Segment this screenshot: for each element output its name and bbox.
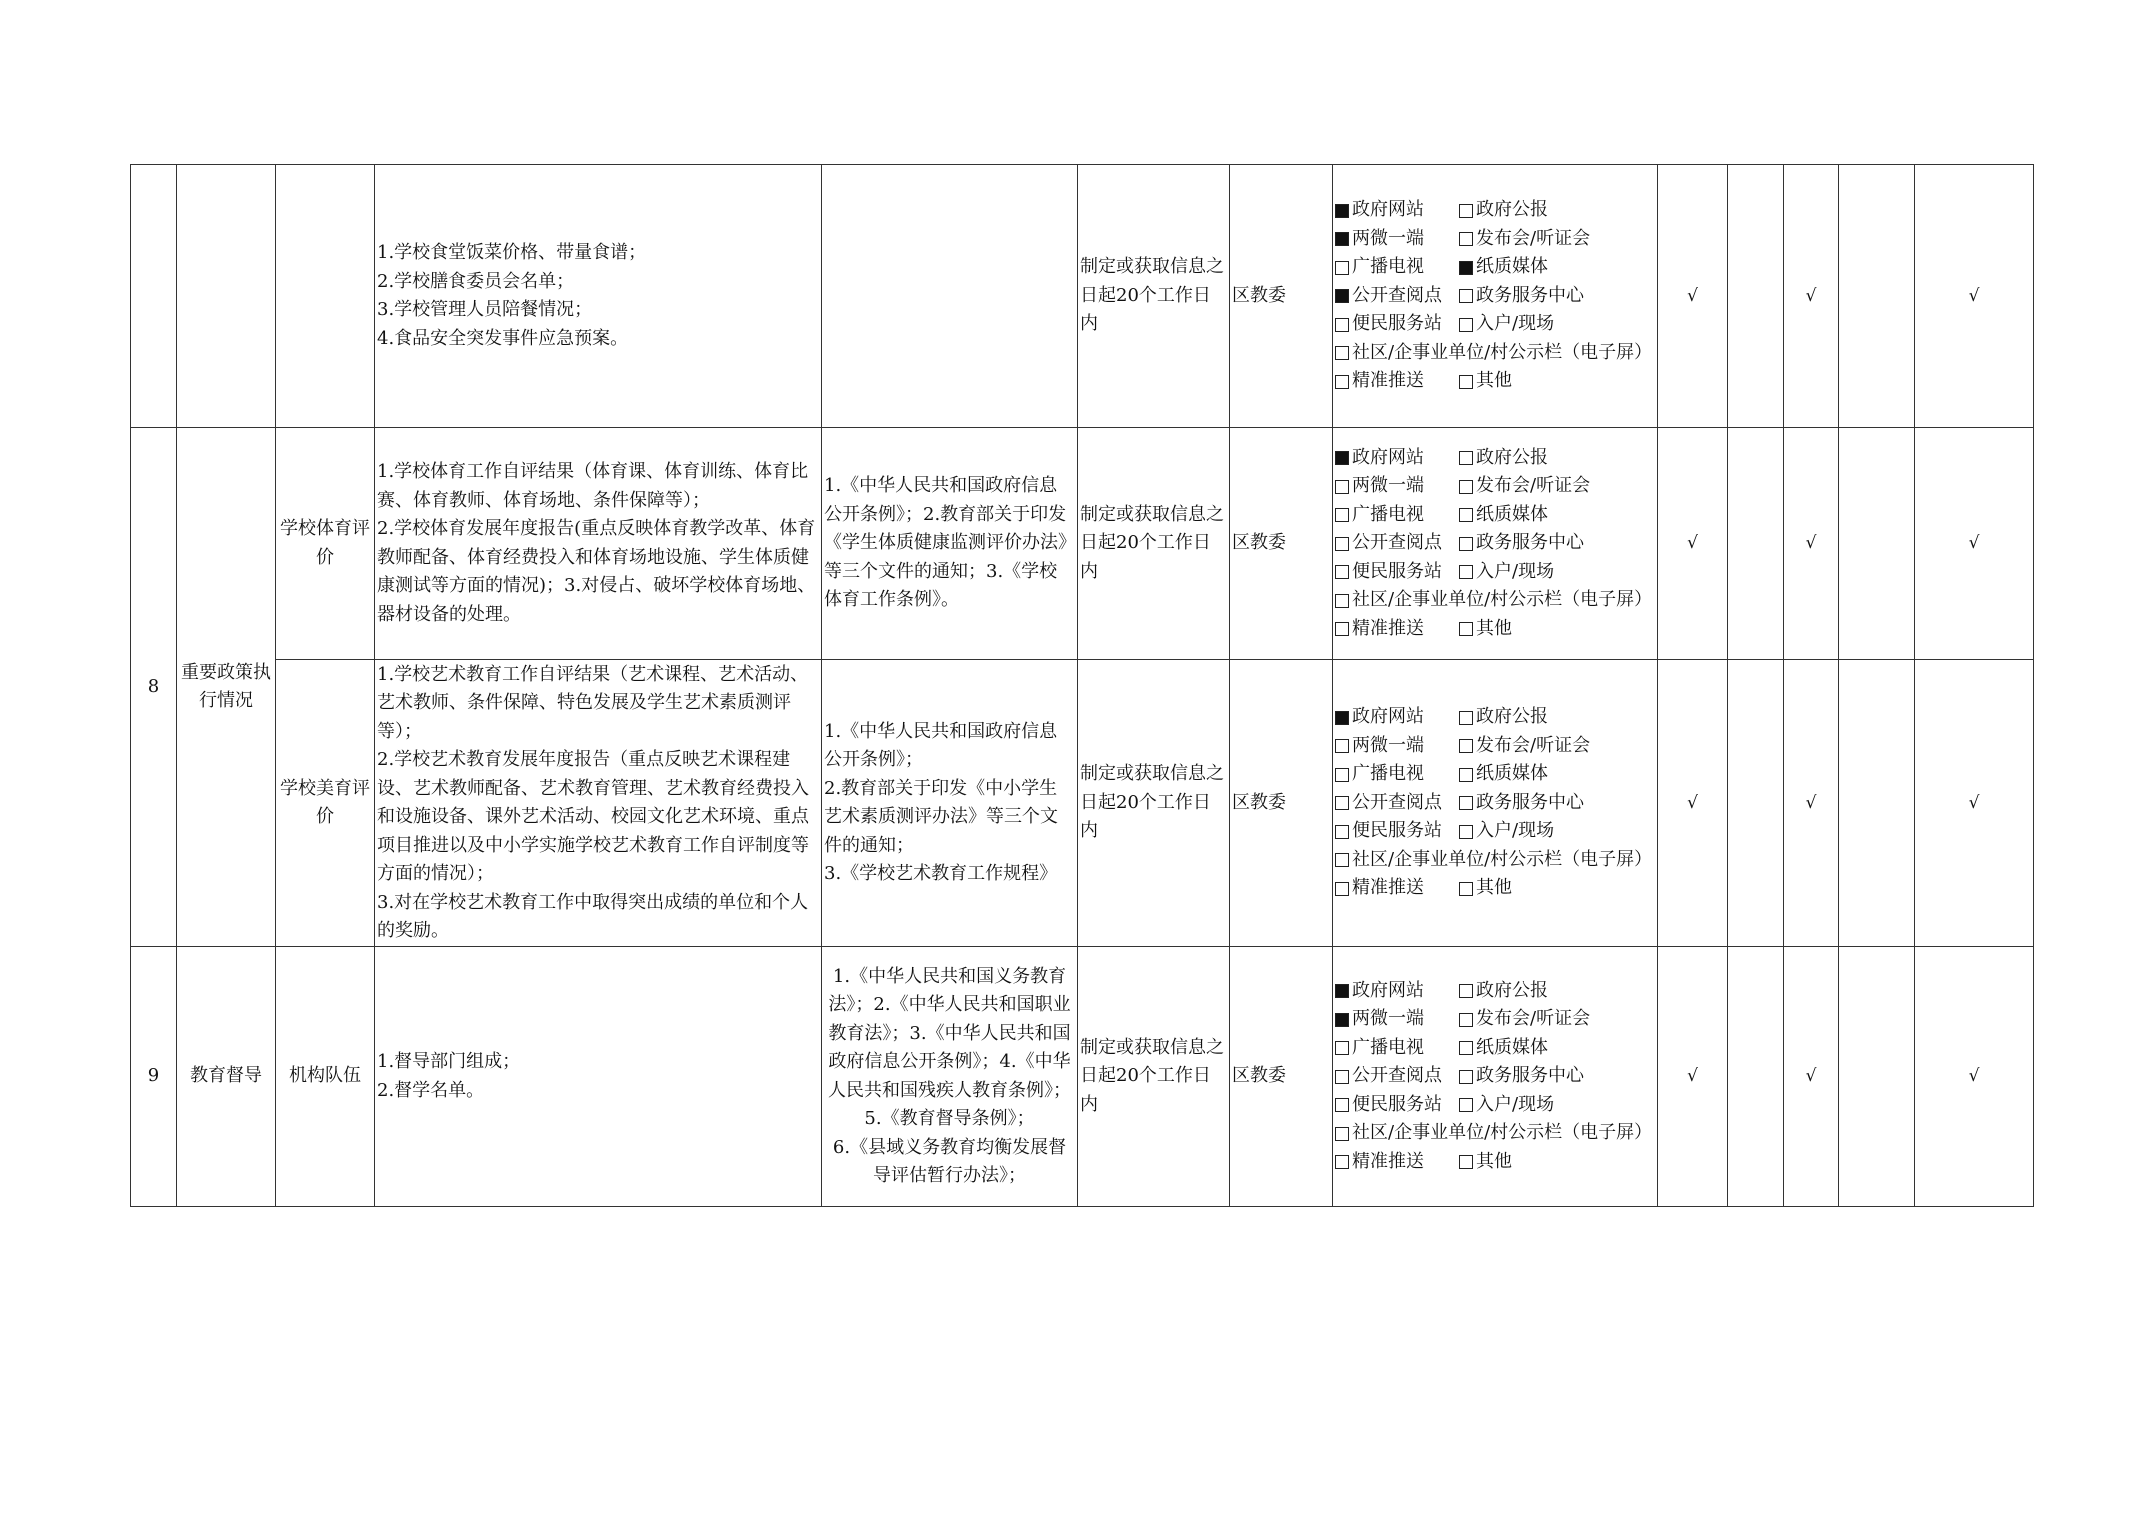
unchecked-box-icon[interactable] [1459,318,1473,332]
channel-label: 便民服务站 [1352,560,1442,582]
channel-label: 纸质媒体 [1476,763,1548,785]
channel-option[interactable] [1459,760,1548,789]
check-mark: √ [1658,165,1728,428]
category-cell: 教育督导 [177,947,276,1207]
channel-row [1335,874,1655,903]
channel-row [1335,558,1655,587]
basis-line: 2.教育部关于印发《中小学生艺术素质测评办法》等三个文件的通知； [824,777,1058,856]
channel-label: 公开查阅点 [1352,284,1442,306]
channel-row [1335,310,1655,339]
channel-option[interactable] [1335,732,1459,761]
unchecked-box-icon[interactable] [1335,1127,1349,1141]
checked-box-icon[interactable] [1335,204,1349,218]
channels-cell [1333,947,1658,1207]
channel-row [1335,1148,1655,1177]
channel-label: 两微一端 [1352,734,1424,756]
basis-line: 1.《中华人民共和国政府信息公开条例》； [824,720,1058,770]
table-row [131,165,2034,428]
channel-label: 入户/现场 [1476,1093,1555,1115]
unchecked-box-icon[interactable] [1459,1041,1473,1055]
channel-option[interactable] [1335,282,1459,311]
channel-option[interactable] [1335,253,1459,282]
unchecked-box-icon[interactable] [1335,853,1349,867]
channel-label: 广播电视 [1352,503,1424,525]
channel-row [1335,196,1655,225]
channel-label: 政府网站 [1352,199,1424,221]
channel-row [1335,444,1655,473]
check-mark: √ [1915,947,2034,1207]
content-cell [375,947,822,1207]
unchecked-box-icon[interactable] [1459,232,1473,246]
channel-option[interactable] [1335,703,1459,732]
channel-label: 政府公报 [1476,446,1548,468]
channel-option[interactable] [1335,472,1459,501]
unchecked-box-icon[interactable] [1459,882,1473,896]
content-line: 3.学校管理人员陪餐情况； [377,299,593,320]
channel-option[interactable] [1459,310,1554,339]
channels-cell [1333,165,1658,428]
channel-option[interactable] [1335,977,1459,1006]
category-cell [177,165,276,428]
content-line: 3.对在学校艺术教育工作中取得突出成绩的单位和个人的奖励。 [377,891,809,941]
check-mark [1728,428,1784,660]
unchecked-box-icon[interactable] [1335,1070,1349,1084]
channel-option[interactable] [1459,529,1584,558]
channel-label: 便民服务站 [1352,820,1442,842]
unchecked-box-icon[interactable] [1459,796,1473,810]
content-cell [375,428,822,660]
channels-cell [1333,428,1658,660]
unchecked-box-icon[interactable] [1335,565,1349,579]
content-line: 1.督导部门组成； [377,1051,521,1072]
channel-row [1335,529,1655,558]
channel-label: 公开查阅点 [1352,791,1442,813]
channel-option[interactable] [1459,558,1554,587]
channel-option[interactable] [1335,529,1459,558]
channel-label: 政府网站 [1352,979,1424,1001]
channel-label: 政务服务中心 [1476,284,1584,306]
channel-option[interactable] [1335,817,1459,846]
channel-label: 政务服务中心 [1476,532,1584,554]
index-cell [131,165,177,428]
channel-option[interactable] [1335,789,1459,818]
basis-line: 1.《中华人民共和国义务教育法》；2.《中华人民共和国职业教育法》；3.《中华人民共和国政府信息公开条例》；4.《中华人民共和国残疾人教育条例》； [828,965,1071,1101]
check-mark: √ [1784,660,1839,947]
channel-row [1335,703,1655,732]
unchecked-box-icon[interactable] [1459,508,1473,522]
check-mark [1728,947,1784,1207]
unchecked-box-icon[interactable] [1459,1070,1473,1084]
channel-option[interactable] [1459,282,1584,311]
channel-row [1335,789,1655,818]
channel-option[interactable] [1335,1091,1459,1120]
content-line: 2.学校艺术教育发展年度报告（重点反映艺术课程建设、艺术教师配备、艺术教育管理、艺术教育经费投入和设施设备、课外艺术活动、校园文化艺术环境、重点项目推进以及中小学实施学校艺术教育工作自评制度等方面的情况）； [377,749,809,884]
channel-label: 政府公报 [1476,706,1548,728]
basis-cell [822,165,1078,428]
basis-line: 3.《学校艺术教育工作规程》 [824,863,1058,884]
agency-cell: 区教委 [1230,947,1333,1207]
channel-label: 社区/企事业单位/村公示栏（电子屏） [1352,848,1653,870]
table-row [131,428,2034,660]
channel-label: 便民服务站 [1352,313,1442,335]
content-line: 4.食品安全突发事件应急预案。 [377,327,629,349]
channel-option[interactable] [1459,472,1590,501]
channel-label: 社区/企事业单位/村公示栏（电子屏） [1352,341,1653,363]
check-mark: √ [1784,947,1839,1207]
content-line: 1.学校体育工作自评结果（体育课、体育训练、体育比赛、体育教师、体育场地、条件保障等）； [377,461,809,511]
channel-row [1335,367,1655,396]
channel-label: 便民服务站 [1352,1093,1442,1115]
channel-label: 两微一端 [1352,1008,1424,1030]
agency-cell: 区教委 [1230,428,1333,660]
channel-label: 政府公报 [1476,979,1548,1001]
unchecked-box-icon[interactable] [1335,825,1349,839]
channel-option[interactable] [1459,874,1512,903]
checked-box-icon[interactable] [1335,289,1349,303]
unchecked-box-icon[interactable] [1459,984,1473,998]
channel-label: 政府公报 [1476,199,1548,221]
channel-option[interactable] [1335,367,1459,396]
checked-box-icon[interactable] [1335,451,1349,465]
channel-option[interactable] [1335,1062,1459,1091]
channel-option[interactable] [1335,615,1459,644]
channel-option[interactable] [1459,703,1548,732]
channel-label: 其他 [1476,617,1512,639]
unchecked-box-icon[interactable] [1459,480,1473,494]
channel-row [1335,501,1655,530]
basis-cell [822,947,1078,1207]
channel-row [1335,846,1655,875]
unchecked-box-icon[interactable] [1335,346,1349,360]
deadline-cell: 制定或获取信息之日起20个工作日内 [1078,947,1230,1207]
unchecked-box-icon[interactable] [1335,882,1349,896]
channel-label: 精准推送 [1352,1150,1424,1172]
unchecked-box-icon[interactable] [1459,204,1473,218]
check-mark: √ [1658,947,1728,1207]
content-cell [375,660,822,947]
unchecked-box-icon[interactable] [1335,508,1349,522]
unchecked-box-icon[interactable] [1335,796,1349,810]
unchecked-box-icon[interactable] [1335,318,1349,332]
unchecked-box-icon[interactable] [1459,739,1473,753]
unchecked-box-icon[interactable] [1335,1098,1349,1112]
check-mark [1839,165,1915,428]
unchecked-box-icon[interactable] [1459,451,1473,465]
channel-label: 纸质媒体 [1476,1036,1548,1058]
basis-line: 6.《县域义务教育均衡发展督导评估暂行办法》； [832,1136,1067,1186]
unchecked-box-icon[interactable] [1459,1098,1473,1112]
channel-option[interactable] [1335,760,1459,789]
content-cell [375,165,822,428]
deadline-cell: 制定或获取信息之日起20个工作日内 [1078,165,1230,428]
unchecked-box-icon[interactable] [1335,739,1349,753]
agency-cell: 区教委 [1230,660,1333,947]
channel-option[interactable] [1335,196,1459,225]
unchecked-box-icon[interactable] [1459,711,1473,725]
content-line: 2.学校体育发展年度报告(重点反映体育教学改革、体育教师配备、体育经费投入和体育场地设施、学生体质健康测试等方面的情况)；3.对侵占、破坏学校体育场地、器材设备的处理。 [377,518,816,625]
index-cell: 9 [131,947,177,1207]
check-mark: √ [1915,428,2034,660]
channel-label: 广播电视 [1352,256,1424,278]
channel-label: 纸质媒体 [1476,256,1548,278]
channel-row [1335,1091,1655,1120]
channel-row [1335,1005,1655,1034]
agency-cell: 区教委 [1230,165,1333,428]
check-mark [1839,660,1915,947]
unchecked-box-icon[interactable] [1459,768,1473,782]
channel-row [1335,1119,1655,1148]
channel-option[interactable] [1335,1148,1459,1177]
channel-option[interactable] [1335,846,1652,875]
channel-option[interactable] [1459,1005,1590,1034]
channel-option[interactable] [1335,444,1459,473]
channel-label: 社区/企事业单位/村公示栏（电子屏） [1352,589,1653,611]
channel-label: 入户/现场 [1476,560,1555,582]
channels-cell [1333,660,1658,947]
channel-option[interactable] [1459,367,1512,396]
channel-label: 精准推送 [1352,877,1424,899]
disclosure-table [130,164,2034,1207]
item-cell: 学校美育评价 [276,660,375,947]
basis-line: 1.《中华人民共和国政府信息公开条例》；2.教育部关于印发《学生体质健康监测评价办法》等三个文件的通知；3.《学校体育工作条例》。 [824,475,1067,611]
channel-row [1335,586,1655,615]
channel-option[interactable] [1459,225,1590,254]
channel-row [1335,1034,1655,1063]
channel-option[interactable] [1335,558,1459,587]
basis-cell [822,660,1078,947]
channel-row [1335,253,1655,282]
channel-label: 政府网站 [1352,706,1424,728]
unchecked-box-icon[interactable] [1335,1155,1349,1169]
check-mark: √ [1784,165,1839,428]
channel-option[interactable] [1459,1034,1548,1063]
unchecked-box-icon[interactable] [1335,768,1349,782]
channel-label: 其他 [1476,877,1512,899]
table-row [131,947,2034,1207]
channel-label: 其他 [1476,1150,1512,1172]
channel-row [1335,472,1655,501]
channel-label: 入户/现场 [1476,313,1555,335]
channel-label: 精准推送 [1352,617,1424,639]
channel-label: 其他 [1476,370,1512,392]
channel-option[interactable] [1459,817,1554,846]
unchecked-box-icon[interactable] [1335,537,1349,551]
channel-option[interactable] [1459,732,1590,761]
channel-row [1335,339,1655,368]
channel-option[interactable] [1459,789,1584,818]
unchecked-box-icon[interactable] [1335,261,1349,275]
channel-label: 广播电视 [1352,1036,1424,1058]
item-cell [276,165,375,428]
check-mark: √ [1915,660,2034,947]
unchecked-box-icon[interactable] [1335,480,1349,494]
channel-option[interactable] [1459,196,1548,225]
channel-option[interactable] [1459,1148,1512,1177]
channel-option[interactable] [1459,1091,1554,1120]
unchecked-box-icon[interactable] [1459,1013,1473,1027]
channel-row [1335,817,1655,846]
category-cell: 重要政策执行情况 [177,428,276,947]
channel-option[interactable] [1335,586,1652,615]
channel-row [1335,977,1655,1006]
unchecked-box-icon[interactable] [1459,825,1473,839]
unchecked-box-icon[interactable] [1459,289,1473,303]
content-line: 2.学校膳食委员会名单； [377,270,575,292]
unchecked-box-icon[interactable] [1335,622,1349,636]
checked-box-icon[interactable] [1335,984,1349,998]
channel-label: 发布会/听证会 [1476,1008,1591,1030]
item-cell: 机构队伍 [276,947,375,1207]
checked-box-icon[interactable] [1459,261,1473,275]
check-mark: √ [1784,428,1839,660]
channel-option[interactable] [1335,339,1652,368]
check-mark: √ [1658,428,1728,660]
channel-option[interactable] [1459,253,1548,282]
unchecked-box-icon[interactable] [1459,622,1473,636]
content-line: 2.督学名单。 [377,1079,485,1101]
channel-label: 发布会/听证会 [1476,227,1591,249]
index-cell: 8 [131,428,177,947]
channel-option[interactable] [1335,225,1459,254]
channel-option[interactable] [1335,1034,1459,1063]
channel-option[interactable] [1335,1005,1459,1034]
unchecked-box-icon[interactable] [1335,594,1349,608]
channel-label: 入户/现场 [1476,820,1555,842]
unchecked-box-icon[interactable] [1335,1041,1349,1055]
channel-label: 广播电视 [1352,763,1424,785]
channel-option[interactable] [1459,615,1512,644]
content-line: 1.学校食堂饭菜价格、带量食谱； [377,242,647,263]
channel-label: 公开查阅点 [1352,1065,1442,1087]
channel-row [1335,1062,1655,1091]
channel-option[interactable] [1335,1119,1652,1148]
channel-label: 政务服务中心 [1476,791,1584,813]
basis-line: 5.《教育督导条例》； [864,1108,1035,1129]
deadline-cell: 制定或获取信息之日起20个工作日内 [1078,428,1230,660]
unchecked-box-icon[interactable] [1459,1155,1473,1169]
checked-box-icon[interactable] [1335,232,1349,246]
channel-option[interactable] [1459,1062,1584,1091]
channel-label: 发布会/听证会 [1476,734,1591,756]
channel-row [1335,732,1655,761]
channel-label: 政府网站 [1352,446,1424,468]
channel-label: 精准推送 [1352,370,1424,392]
unchecked-box-icon[interactable] [1459,375,1473,389]
channel-label: 纸质媒体 [1476,503,1548,525]
unchecked-box-icon[interactable] [1459,537,1473,551]
channel-row [1335,282,1655,311]
check-mark [1728,165,1784,428]
check-mark [1728,660,1784,947]
channel-option[interactable] [1459,977,1548,1006]
channel-row [1335,615,1655,644]
unchecked-box-icon[interactable] [1335,375,1349,389]
checked-box-icon[interactable] [1335,711,1349,725]
content-line: 1.学校艺术教育工作自评结果（艺术课程、艺术活动、艺术教师、条件保障、特色发展及学生艺术素质测评等）； [377,663,809,742]
channel-row [1335,225,1655,254]
channel-option[interactable] [1459,501,1548,530]
check-mark: √ [1658,660,1728,947]
channel-label: 两微一端 [1352,227,1424,249]
item-cell: 学校体育评价 [276,428,375,660]
channel-row [1335,760,1655,789]
channel-option[interactable] [1459,444,1548,473]
channel-label: 发布会/听证会 [1476,475,1591,497]
check-mark [1839,947,1915,1207]
checked-box-icon[interactable] [1335,1013,1349,1027]
check-mark [1839,428,1915,660]
channel-label: 政务服务中心 [1476,1065,1584,1087]
table-row [131,660,2034,947]
channel-option[interactable] [1335,874,1459,903]
channel-label: 社区/企事业单位/村公示栏（电子屏） [1352,1122,1653,1144]
deadline-cell: 制定或获取信息之日起20个工作日内 [1078,660,1230,947]
channel-option[interactable] [1335,501,1459,530]
basis-cell [822,428,1078,660]
channel-label: 公开查阅点 [1352,532,1442,554]
channel-label: 两微一端 [1352,475,1424,497]
unchecked-box-icon[interactable] [1459,565,1473,579]
channel-option[interactable] [1335,310,1459,339]
check-mark: √ [1915,165,2034,428]
